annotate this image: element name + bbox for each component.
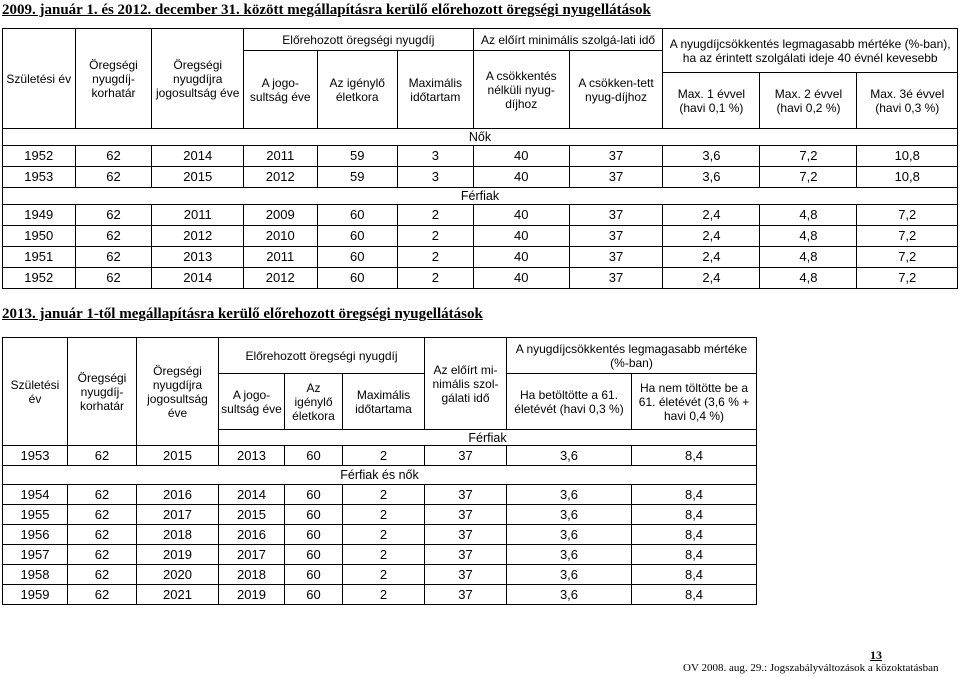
table-cell: 62 [75, 268, 152, 289]
header-max-1-evvel: Max. 1 évvel (havi 0,1 %) [663, 73, 760, 129]
table-cell: 4,8 [760, 226, 857, 247]
table-cell: 7,2 [857, 205, 958, 226]
table-cell: 1952 [3, 268, 76, 289]
table-cell: 62 [75, 167, 152, 188]
table-cell: 60 [317, 226, 397, 247]
table-cell: 2 [397, 226, 473, 247]
section-title-2013: 2013. január 1-től megállapításra kerülő előrehozott öregségi nyugellátások [2, 306, 483, 322]
table-cell: 2 [397, 205, 473, 226]
table-cell: 8,4 [632, 565, 757, 585]
header-csokkentett: A csökken-tett nyug-díjhoz [569, 51, 663, 129]
table-cell: 62 [68, 446, 137, 466]
header-csokkentes-nelkuli: A csökkentés nélküli nyug-díjhoz [473, 51, 569, 129]
table-cell: 3,6 [663, 167, 760, 188]
table-cell: 37 [569, 167, 663, 188]
table-row [3, 446, 757, 466]
table-cell: 2016 [137, 485, 219, 505]
table-cell: 1956 [3, 525, 68, 545]
header-max-idotartam-2: Maximális időtartama [343, 374, 425, 430]
header-max-2-evvel: Max. 2 évvel (havi 0,2 %) [760, 73, 857, 129]
table-cell: 3,6 [507, 446, 632, 466]
table-cell: 1950 [3, 226, 76, 247]
header-jogosultsag-eve: Öregségi nyugdíjra jogosultság éve [152, 29, 243, 129]
header-jogo-sultsag-eve-2: A jogo-sultság éve [219, 374, 285, 430]
table-row [3, 205, 958, 226]
table-row [3, 585, 757, 605]
table-cell: 2016 [219, 525, 285, 545]
table-cell: 1953 [3, 446, 68, 466]
table-cell: 2 [397, 268, 473, 289]
table-cell: 7,2 [760, 167, 857, 188]
header-korhatar-2: Öregségi nyugdíj-korhatár [68, 338, 137, 446]
table-cell: 1949 [3, 205, 76, 226]
table-row [3, 545, 757, 565]
table-cell: 4,8 [760, 247, 857, 268]
header-jogo-sultsag-eve: A jogo-sultság éve [243, 51, 317, 129]
rows-ferfiak-es-nok [3, 485, 757, 605]
table-cell: 2011 [243, 247, 317, 268]
table-cell: 62 [75, 247, 152, 268]
table-cell: 2015 [219, 505, 285, 525]
table-cell: 2,4 [663, 205, 760, 226]
table-cell: 8,4 [632, 505, 757, 525]
table-cell: 1957 [3, 545, 68, 565]
table-cell: 40 [473, 268, 569, 289]
table-cell: 37 [425, 485, 507, 505]
table-cell: 37 [569, 146, 663, 167]
table-cell: 2 [343, 585, 425, 605]
table-cell: 3,6 [663, 146, 760, 167]
table-cell: 2018 [137, 525, 219, 545]
table-cell: 2021 [137, 585, 219, 605]
header-max-3-evvel: Max. 3é évvel (havi 0,3 %) [857, 73, 958, 129]
table-cell: 2014 [219, 485, 285, 505]
table-cell: 37 [569, 268, 663, 289]
header-min-szolgalati-ido-2: Az előírt mi-nimális szol-gálati idő [425, 338, 507, 430]
table-cell: 60 [317, 268, 397, 289]
table-row [3, 505, 757, 525]
header-csokkentes-mertek: A nyugdíjcsökkentés legmagasabb mértéke (%-ban), ha az érintett szolgálati ideje 40 évnél kevesebb [663, 29, 958, 73]
table-cell: 2009 [243, 205, 317, 226]
table-cell: 2017 [137, 505, 219, 525]
table-cell: 59 [317, 146, 397, 167]
table-cell: 10,8 [857, 167, 958, 188]
table-cell: 60 [285, 585, 343, 605]
table-cell: 3 [397, 146, 473, 167]
table-cell: 37 [569, 226, 663, 247]
table-cell: 62 [68, 485, 137, 505]
table-cell: 1953 [3, 167, 76, 188]
table-cell: 2,4 [663, 226, 760, 247]
table-cell: 37 [425, 565, 507, 585]
table-row [3, 247, 958, 268]
section-ferfiak-es-nok: Férfiak és nők [3, 466, 757, 485]
rows-ferfiak [3, 205, 958, 289]
table-cell: 2012 [152, 226, 243, 247]
section-title-2009-2012: 2009. január 1. és 2012. december 31. között megállapításra kerülő előrehozott öregségi nyugellátások [2, 2, 651, 18]
rows-ferfiak-2 [3, 446, 757, 466]
table-cell: 3,6 [507, 545, 632, 565]
table-cell: 2014 [152, 146, 243, 167]
table-cell: 2014 [152, 268, 243, 289]
table-cell: 1952 [3, 146, 76, 167]
table-cell: 3,6 [507, 525, 632, 545]
table-cell: 2 [343, 525, 425, 545]
table-cell: 7,2 [760, 146, 857, 167]
table-cell: 37 [425, 446, 507, 466]
table-cell: 2 [343, 485, 425, 505]
table-cell: 3 [397, 167, 473, 188]
table-cell: 3,6 [507, 585, 632, 605]
table-cell: 60 [285, 446, 343, 466]
table-cell: 2010 [243, 226, 317, 247]
table-row [3, 226, 958, 247]
table-cell: 40 [473, 205, 569, 226]
table-cell: 8,4 [632, 585, 757, 605]
table-2013 [2, 337, 757, 605]
table-row [3, 565, 757, 585]
table-cell: 2 [397, 247, 473, 268]
table-cell: 37 [425, 585, 507, 605]
rows-nok [3, 146, 958, 188]
page-number: 13 [870, 648, 882, 662]
section-ferfiak: Férfiak [3, 188, 958, 205]
header-max-idotartam: Maximális időtartam [397, 51, 473, 129]
table-cell: 1951 [3, 247, 76, 268]
table-cell: 2015 [152, 167, 243, 188]
table-cell: 62 [68, 585, 137, 605]
table-row [3, 485, 757, 505]
table-cell: 40 [473, 167, 569, 188]
table-cell: 62 [68, 545, 137, 565]
table-cell: 60 [285, 525, 343, 545]
table-cell: 2018 [219, 565, 285, 585]
header-igenylo-eletkora: Az igénylő életkora [317, 51, 397, 129]
table-row [3, 268, 958, 289]
header-nem-toltotte-61: Ha nem töltötte be a 61. életévét (3,6 % + havi 0,4 %) [632, 374, 757, 430]
table-cell: 2 [343, 446, 425, 466]
table-cell: 7,2 [857, 226, 958, 247]
table-cell: 60 [285, 565, 343, 585]
header-min-szolgalati-ido: Az előírt minimális szolgá-lati idő [473, 29, 663, 51]
header-szuletesi-ev-2: Születési év [3, 338, 68, 446]
table-cell: 60 [317, 205, 397, 226]
header-jogosultsag-eve-2: Öregségi nyugdíjra jogosultság éve [137, 338, 219, 446]
table-cell: 2 [343, 505, 425, 525]
table-cell: 60 [317, 247, 397, 268]
table-cell: 2020 [137, 565, 219, 585]
table-cell: 1955 [3, 505, 68, 525]
section-ferfiak-2: Férfiak [219, 430, 757, 446]
table-cell: 8,4 [632, 446, 757, 466]
header-csokkentes-mertek-2: A nyugdíjcsökkentés legmagasabb mértéke (%-ban) [507, 338, 757, 374]
table-cell: 37 [425, 505, 507, 525]
table-cell: 37 [569, 205, 663, 226]
table-cell: 2011 [152, 205, 243, 226]
section-nok: Nők [3, 129, 958, 146]
table-cell: 2013 [219, 446, 285, 466]
header-korhatar: Öregségi nyugdíj-korhatár [75, 29, 152, 129]
footer-text: OV 2008. aug. 29.: Jogszabályváltozások a közoktatásban [683, 662, 939, 674]
table-cell: 4,8 [760, 268, 857, 289]
table-cell: 40 [473, 146, 569, 167]
table-cell: 2,4 [663, 268, 760, 289]
table-cell: 59 [317, 167, 397, 188]
table-cell: 62 [68, 565, 137, 585]
table-cell: 60 [285, 485, 343, 505]
table-cell: 7,2 [857, 268, 958, 289]
table-cell: 10,8 [857, 146, 958, 167]
table-cell: 3,6 [507, 565, 632, 585]
table-cell: 62 [68, 505, 137, 525]
table-cell: 2011 [243, 146, 317, 167]
table-cell: 62 [75, 205, 152, 226]
table-cell: 1954 [3, 485, 68, 505]
table-row [3, 167, 958, 188]
table-cell: 2015 [137, 446, 219, 466]
header-betoltotte-61: Ha betöltötte a 61. életévét (havi 0,3 %) [507, 374, 632, 430]
table-cell: 2013 [152, 247, 243, 268]
table-2009-2012 [2, 28, 958, 289]
table-cell: 40 [473, 247, 569, 268]
table-cell: 4,8 [760, 205, 857, 226]
table-cell: 2012 [243, 268, 317, 289]
header-szuletesi-ev: Születési év [3, 29, 76, 129]
table-cell: 2019 [137, 545, 219, 565]
header-igenylo-eletkora-2: Az igénylő életkora [285, 374, 343, 430]
table-row [3, 146, 958, 167]
table-cell: 8,4 [632, 525, 757, 545]
table-cell: 60 [285, 545, 343, 565]
table-cell: 62 [75, 226, 152, 247]
table-cell: 37 [425, 525, 507, 545]
table-cell: 2012 [243, 167, 317, 188]
table-cell: 37 [569, 247, 663, 268]
table-cell: 3,6 [507, 505, 632, 525]
table-row [3, 525, 757, 545]
header-elorehozott: Előrehozott öregségi nyugdíj [243, 29, 473, 51]
table-cell: 62 [68, 525, 137, 545]
table-cell: 1959 [3, 585, 68, 605]
table-cell: 37 [425, 545, 507, 565]
table-cell: 8,4 [632, 485, 757, 505]
table-cell: 7,2 [857, 247, 958, 268]
table-cell: 2,4 [663, 247, 760, 268]
table-cell: 2019 [219, 585, 285, 605]
table-cell: 1958 [3, 565, 68, 585]
table-cell: 3,6 [507, 485, 632, 505]
table-cell: 2017 [219, 545, 285, 565]
table-cell: 2 [343, 565, 425, 585]
table-cell: 8,4 [632, 545, 757, 565]
table-cell: 62 [75, 146, 152, 167]
table-cell: 2 [343, 545, 425, 565]
header-elorehozott-2: Előrehozott öregségi nyugdíj [219, 338, 425, 374]
table-cell: 40 [473, 226, 569, 247]
table-cell: 60 [285, 505, 343, 525]
